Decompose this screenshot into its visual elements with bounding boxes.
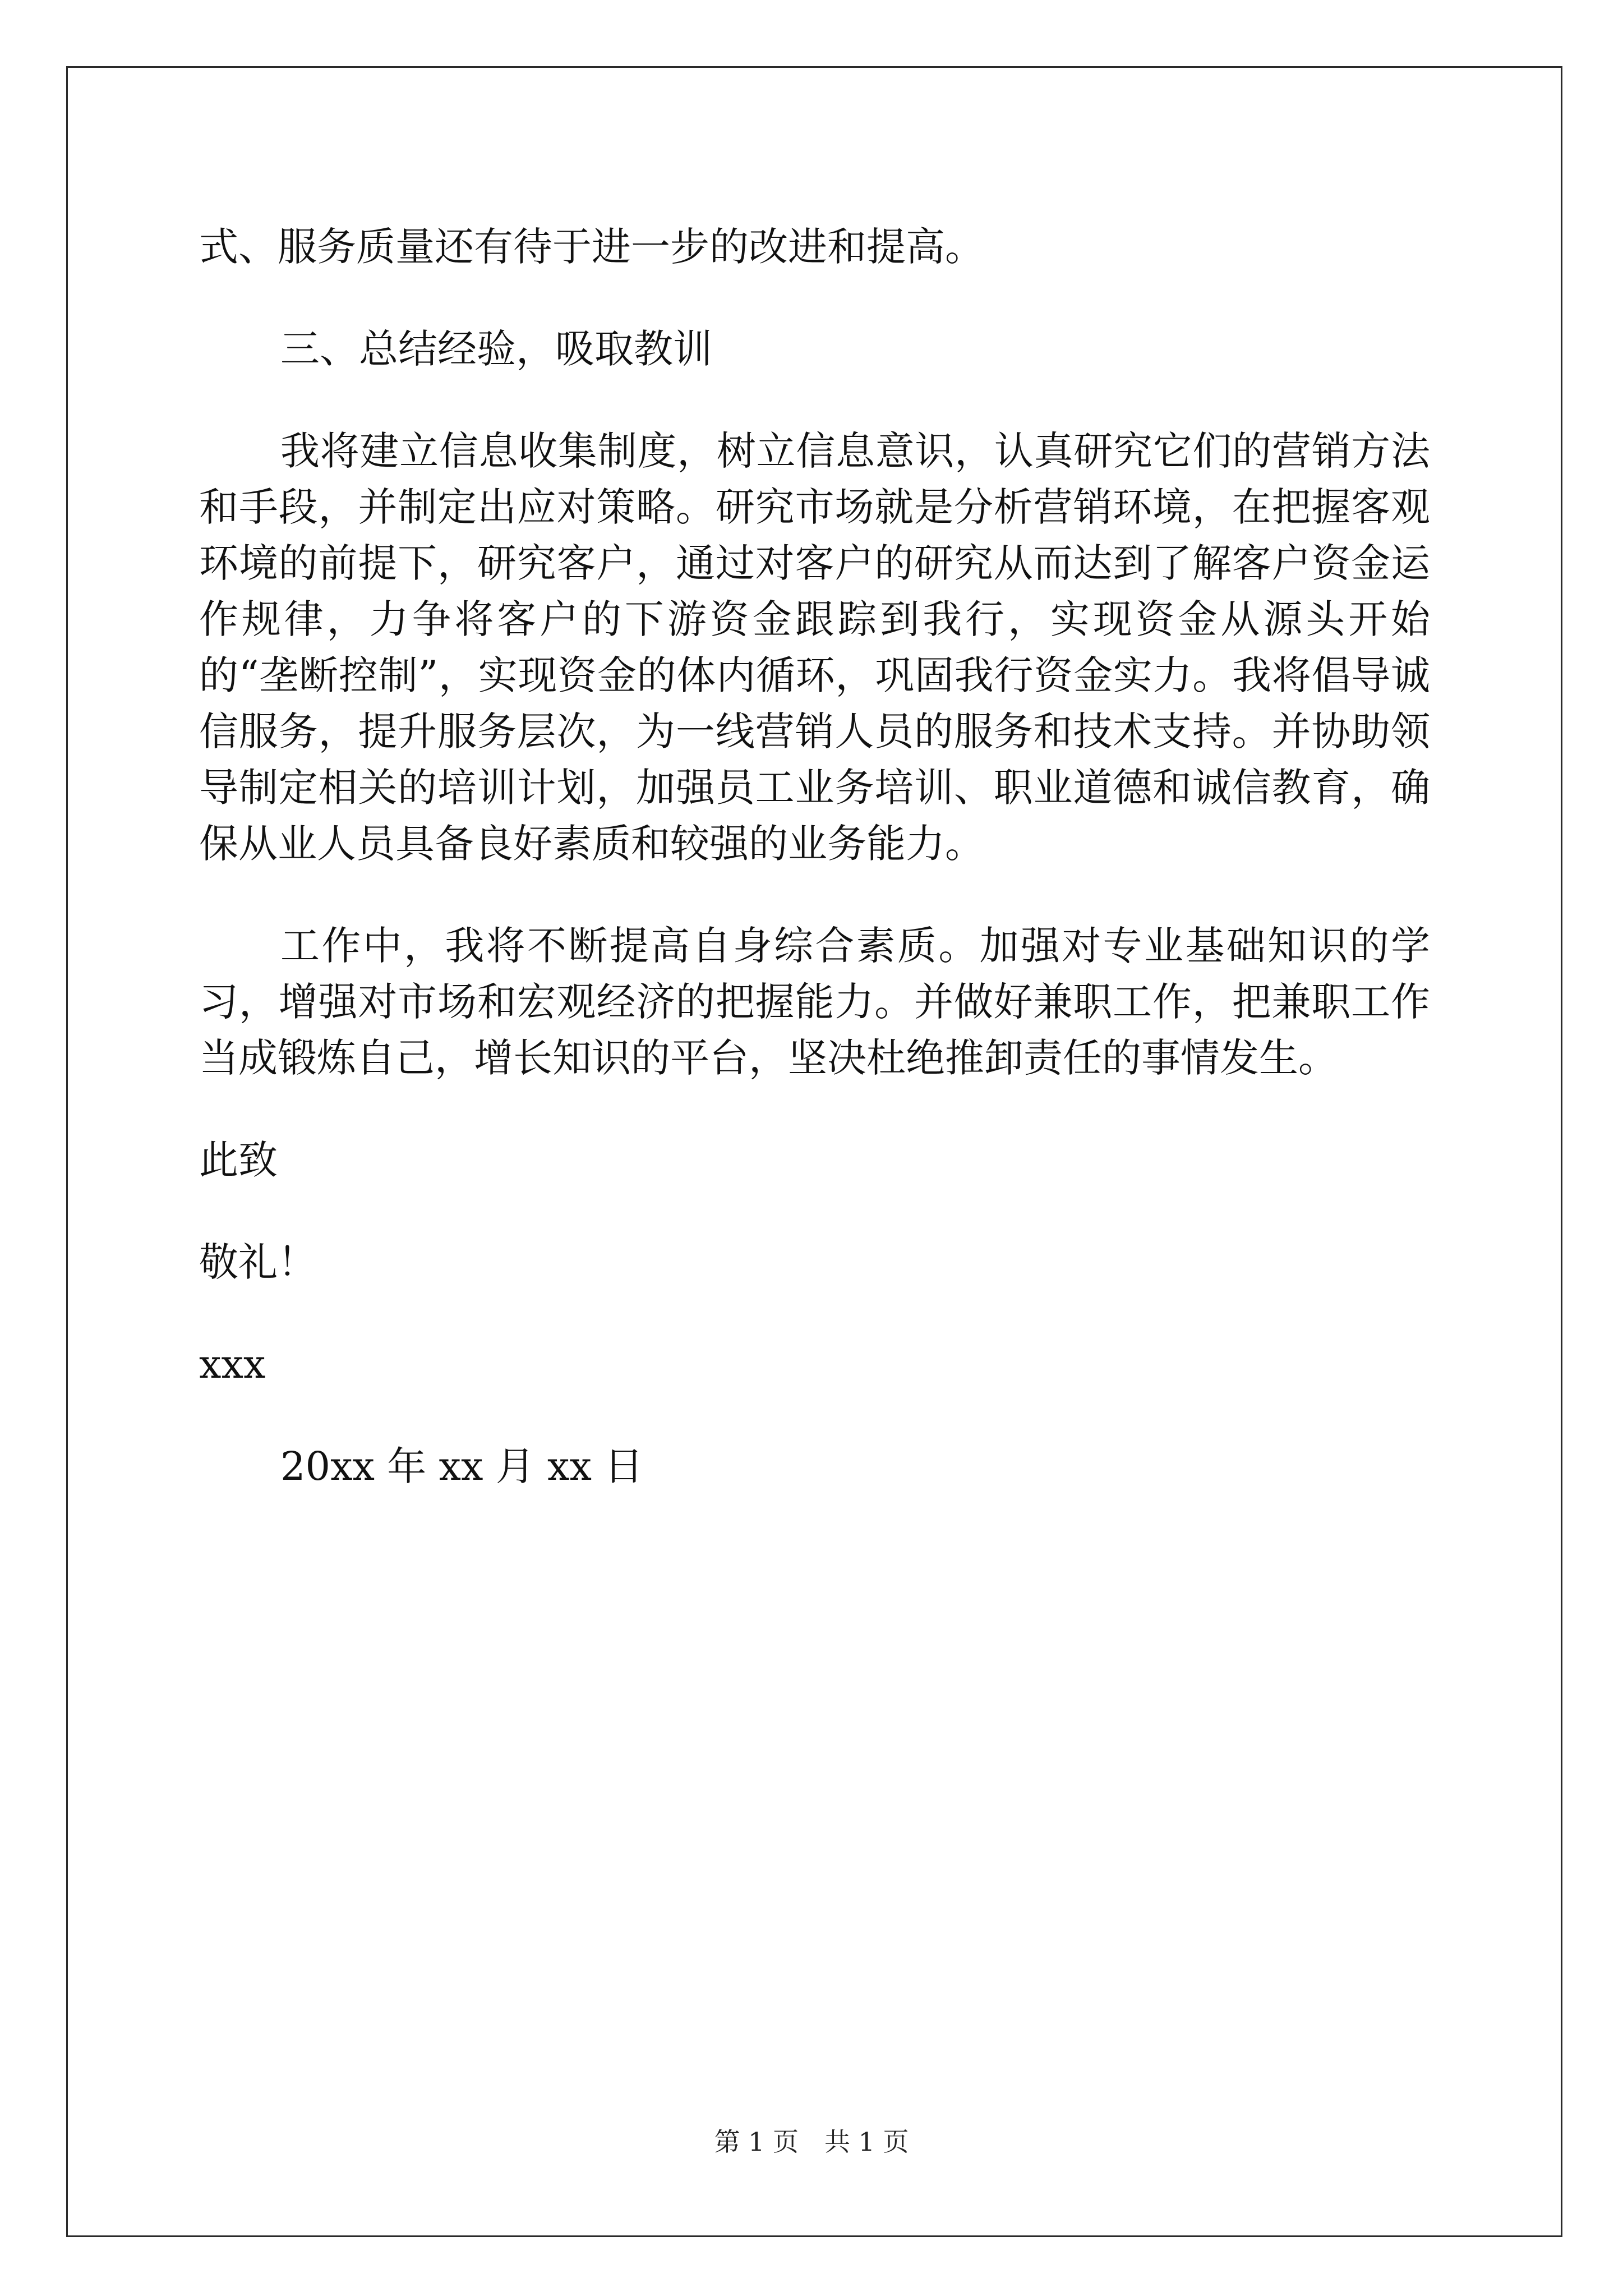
date: 20xx 年 xx 月 xx 日	[280, 1443, 644, 1489]
paragraph-information-collection: 我将建立信息收集制度，树立信息意识，认真研究它们的营销方法和手段，并制定出应对策略。研究市场就是分析营销环境，在把握客观环境的前提下，研究客户，通过对客户的研究从而达到了解客户资金运作规律，力争将客户的下游资金跟踪到我行，实现资金从源头开始的“垄断控制”，实现资金的体内循环，巩固我行资金实力。我将倡导诚信服务，提升服务层次，为一线营销人员的服务和技术支持。并协助领导制定相关的培训计划，加强员工业务培训、职业道德和诚信教育，确保从业人员具备良好素质和较强的业务能力。	[199, 428, 1430, 867]
signature: xxx	[199, 1341, 266, 1387]
page-footer: 第 1 页 共 1 页	[714, 2127, 909, 2157]
paragraph-continuation: 式、服务质量还有待于进一步的改进和提高。	[199, 224, 984, 270]
paragraph-self-improvement: 工作中，我将不断提高自身综合素质。加强对专业基础知识的学习，增强对市场和宏观经济的把握能力。并做好兼职工作，把兼职工作当成锻炼自己，增长知识的平台，坚决杜绝推卸责任的事情发生。	[199, 923, 1430, 1081]
document-body	[199, 219, 1430, 1494]
closing-respect: 敬礼！	[199, 1239, 317, 1285]
closing-salutation: 此致	[199, 1137, 278, 1183]
section-heading: 三、总结经验，吸取教训	[280, 326, 712, 372]
